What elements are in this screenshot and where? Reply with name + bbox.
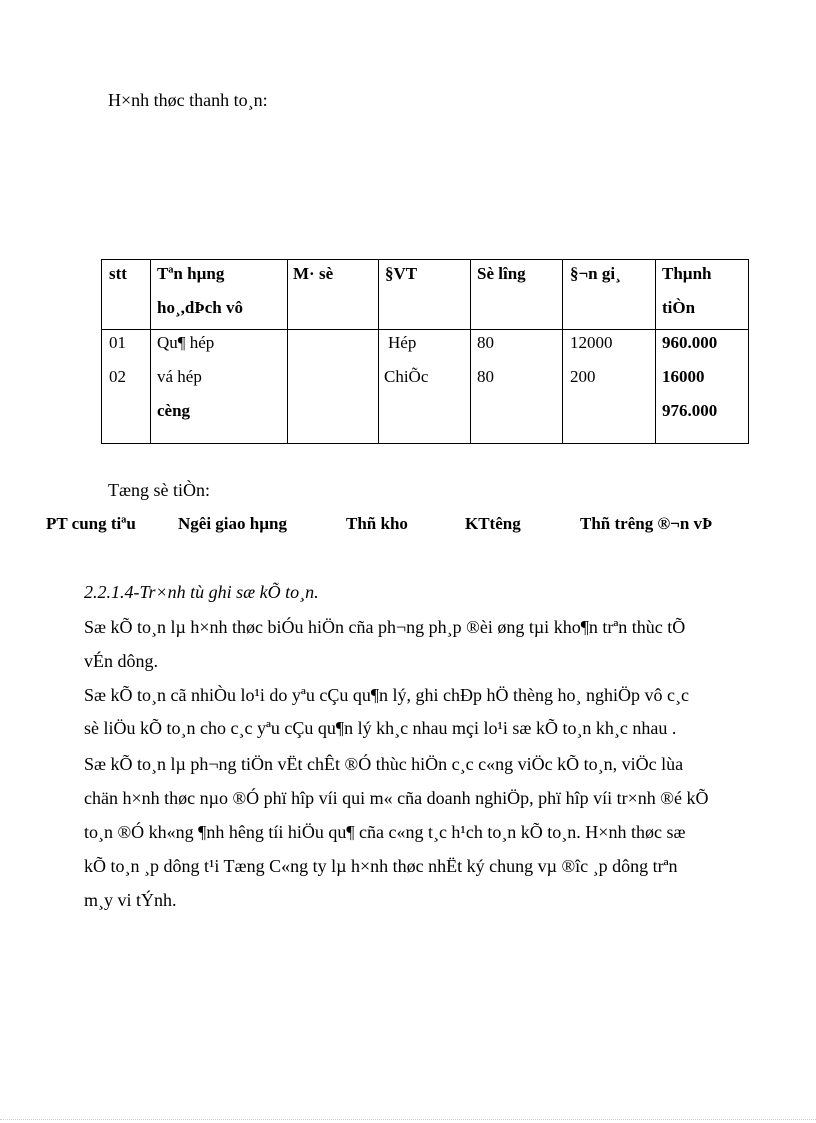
paragraph-line: Sæ kÕ to¸n cã nhiÒu lo¹i do yªu cÇu qu¶n lý, ghi chÐp hÖ thèng ho¸ nghiÖp vô c¸c <box>84 685 689 705</box>
total-amount-line: Tæng sè tiÒn: <box>108 480 210 500</box>
header-amount: Thµnh tiÒn <box>662 264 712 317</box>
paragraph-line: Sæ kÕ to¸n lµ h×nh thøc biÓu hiÖn cña ph¬ng ph¸p ®èi øng tµi kho¶n trªn thùc tÕ <box>84 617 686 637</box>
paragraph-line: sè liÖu kÕ to¸n cho c¸c yªu cÇu qu¶n lý kh¸c nhau mçi lo¹i sæ kÕ to¸n kh¸c nhau . <box>84 718 677 738</box>
signature-purchasing: PT cung tiªu <box>46 514 136 533</box>
paragraph-line: Sæ kÕ to¸n lµ ph¬ng tiÖn vËt chÊt ®Ó thùc hiÖn c¸c c«ng viÖc kÕ to¸n, viÖc lùa <box>84 754 684 774</box>
cell-unit: Hép ChiÕc <box>384 333 429 386</box>
header-stt: stt <box>109 264 127 283</box>
signature-chief-accountant: KTtêng <box>465 514 521 533</box>
paragraph-line: chän h×nh thøc nµo ®Ó phï hîp víi qui m« cña doanh nghiÖp, phï hîp víi tr×nh ®é kÕ <box>84 788 709 808</box>
section-heading: 2.2.1.4-Tr×nh tù ghi sæ kÕ to¸n. <box>84 582 319 602</box>
page-bottom-divider <box>0 1119 816 1120</box>
cell-item-name: Qu¶ hép vá hép cèng <box>157 333 215 420</box>
payment-method-line: H×nh thøc thanh to¸n: <box>108 90 268 110</box>
header-quantity: Sè lîng <box>477 264 526 283</box>
cell-quantity: 80 80 <box>477 333 494 386</box>
header-unit-price: §¬n gi¸ <box>570 264 621 283</box>
header-code: M· sè <box>293 264 334 283</box>
signature-storekeeper: Thñ kho <box>346 514 408 533</box>
signature-deliverer: Ngêi giao hµng <box>178 514 287 533</box>
paragraph-line: vÉn dông. <box>84 651 158 671</box>
signature-unit-head: Thñ trêng ®¬n vÞ <box>580 514 713 533</box>
paragraph-line: m¸y vi tÝnh. <box>84 890 177 910</box>
items-table <box>101 259 749 444</box>
paragraph-line: kÕ to¸n ¸p dông t¹i Tæng C«ng ty lµ h×nh thøc nhËt ký chung vµ ®îc ¸p dông trªn <box>84 856 678 876</box>
cell-amount: 960.000 16000 976.000 <box>662 333 718 420</box>
paragraph-line: to¸n ®Ó kh«ng ¶nh hêng tíi hiÖu qu¶ cña c«ng t¸c h¹ch to¸n kÕ to¸n. H×nh thøc sæ <box>84 822 686 842</box>
cell-unit-price: 12000 200 <box>570 333 613 386</box>
cell-stt: 01 02 <box>109 333 126 386</box>
header-item-name: Tªn hµng ho¸,dÞch vô <box>157 264 243 317</box>
header-unit: §VT <box>385 264 418 283</box>
